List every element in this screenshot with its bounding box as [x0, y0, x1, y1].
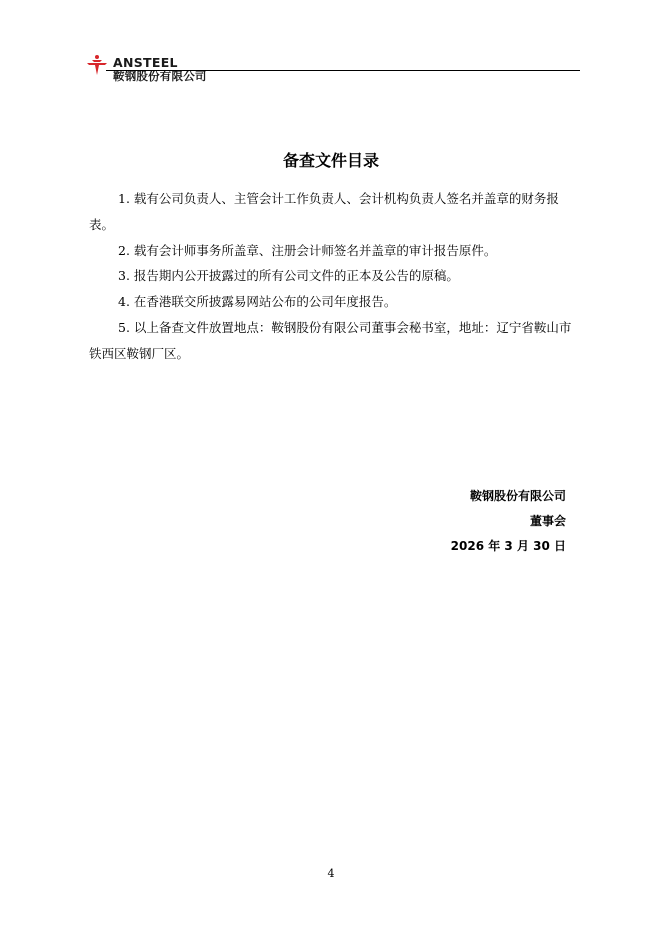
- brand-name-chinese: 鞍钢股份有限公司: [113, 69, 207, 83]
- ansteel-logo-icon: [86, 54, 108, 76]
- header-divider: [106, 70, 580, 71]
- page-header: [86, 52, 580, 82]
- signature-company: 鞍钢股份有限公司: [469, 489, 566, 503]
- signature-date: 2026 年 3 月 30 日: [450, 539, 566, 553]
- brand-name-english: ANSTEEL: [113, 55, 178, 70]
- document-body: [89, 186, 577, 367]
- list-item: 2. 载有会计师事务所盖章、注册会计师签名并盖章的审计报告原件。: [118, 242, 497, 258]
- list-item: 3. 报告期内公开披露过的所有公司文件的正本及公告的原稿。: [118, 268, 459, 284]
- list-item: 1. 载有公司负责人、主管会计工作负责人、会计机构负责人签名并盖章的财务报表。: [89, 191, 559, 232]
- page-number: 4: [327, 867, 335, 880]
- signature-block: [451, 484, 566, 559]
- page-title: 备查文件目录: [282, 151, 379, 170]
- list-item: 5. 以上备查文件放置地点：鞍钢股份有限公司董事会秘书室，地址：辽宁省鞍山市铁西区鞍钢厂区。: [89, 319, 572, 361]
- list-item: 4. 在香港联交所披露易网站公布的公司年度报告。: [118, 294, 397, 310]
- signature-board: 董事会: [529, 514, 566, 528]
